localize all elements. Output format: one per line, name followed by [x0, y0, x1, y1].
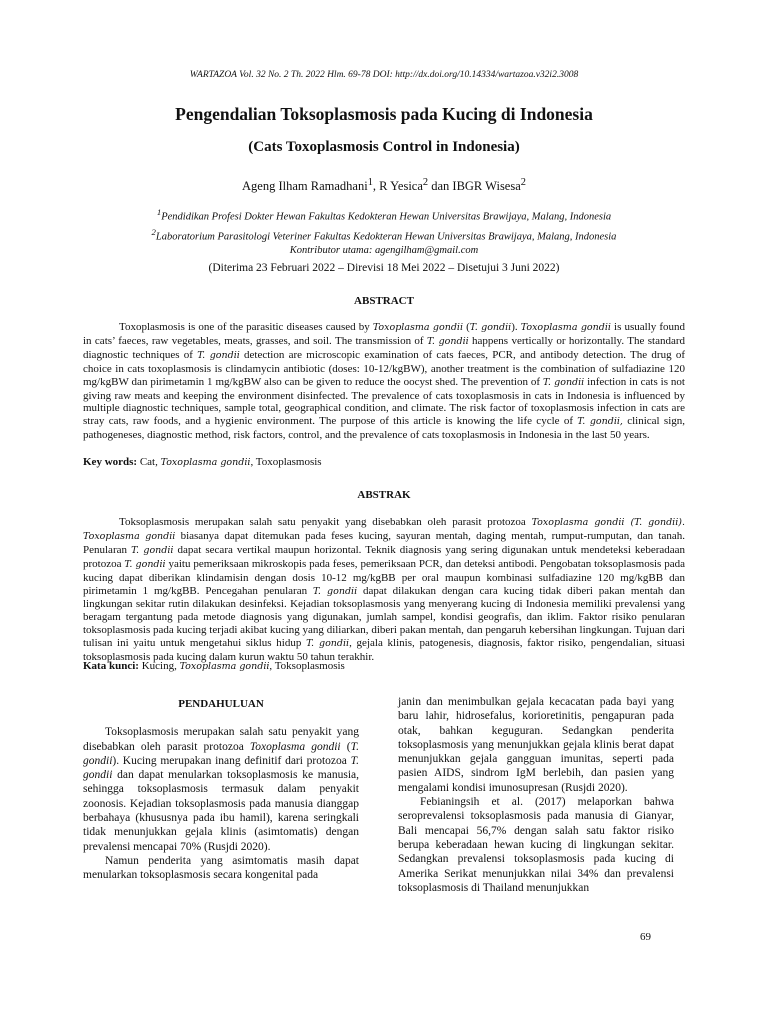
affiliation-1-text: Pendidikan Profesi Dokter Hewan Fakultas Kedokteran Hewan Universitas Brawijaya, Malang, Indonesia [161, 211, 612, 223]
author-3-affil-mark: 2 [520, 177, 526, 188]
affiliation-2-text: Laboratorium Parasitologi Veteriner Fakultas Kedokteran Hewan Universitas Brawijaya, Malang, Indonesia [155, 231, 617, 242]
abstract-body: Toxoplasmosis is one of the parasitic diseases caused by Toxoplasma gondii (T. gondii). Toxoplasma gondii is usually found in cats’ faeces, raw vegetables, meats, grasses, and soil. The transmission of T. gondii happens vertically or horizontally. The standard diagnostic techniques of T. gondii detection are microscopic examination of cats faeces, PCR, and antibody detection. The drug of choice in cats toxoplasmosis is clindamycin antibiotic (doses: 10-12/kgBW), another treatment is the combination of sulfadiazine 120 mg/kgBW dan pirimetamin 1 mg/kgBW also can be given to reduce the oocyst shed. The prevention of T. gondii infection in cats is not giving raw meats and keeping the environment disinfected. The prevalence of cats toxoplasmosis in cats in Indonesia is influenced by multiple diagnostic techniques, sample total, geographical condition, and climate. The risk factor of toxoplasmosis infection in cats are stray cats, raw foods, and a hygienic environment. The purpose of this article is knowing the life cycle of T. gondii, clinical sign, pathogeneses, diagnostic method, risk factors, control, and the prevalence of cats toxoplasmosis in Indonesia in the last 50 years. [83, 321, 686, 442]
submission-dates: (Diterima 23 Februari 2022 – Direvisi 18 Mei 2022 – Disetujui 3 Juni 2022) [208, 262, 560, 274]
author-3: dan IBGR Wisesa [428, 179, 521, 194]
journal-citation: WARTAZOA Vol. 32 No. 2 Th. 2022 Hlm. 69-78 DOI: http://dx.doi.org/10.14334/wartazoa.v32i2.3008 [189, 70, 579, 80]
intro-paragraph-2-continued: janin dan menimbulkan gejala kecacatan pada bayi yang baru lahir, hidrosefalus, korioretinitis, pengapuran pada otak, bahkan keguguran. Sedangkan penderita toksoplasmosis yang menunjukkan gejala klinis berat dapat menunjukkan gejala gangguan imunitas, seperti pada pasien AIDS, sindrom IgM berlebih, dan pasien yang mengalami kondisi imunosupresan (Rusjdi 2020). [398, 696, 674, 794]
intro-paragraph-1: Toksoplasmosis merupakan salah satu penyakit yang disebabkan oleh parasit protozoa Toxoplasma gondii (T. gondii). Kucing merupakan inang definitif dari protozoa T. gondii dan dapat menularkan toksoplasmosis ke manusia, sehingga toksoplasmosis termasuk dalam penyakit zoonosis. Kejadian toksoplasmosis pada manusia dianggap berbahaya (khususnya pada ibu hamil), karena seringkali tidak menunjukkan gejala klinis (asimtomatis) dengan prevalensi mencapai 70% (Rusjdi 2020). [83, 726, 359, 853]
left-column [83, 697, 359, 883]
page-number: 69 [640, 931, 651, 943]
right-column [398, 695, 674, 895]
author-2-affil-mark: 2 [422, 177, 429, 188]
article-title: Pengendalian Toksoplasmosis pada Kucing di Indonesia [175, 104, 593, 124]
article-subtitle: (Cats Toxoplasmosis Control in Indonesia) [248, 139, 520, 155]
key-words: Key words: Cat, Toxoplasma gondii, Toxoplasmosis [83, 456, 322, 468]
affiliations [0, 205, 768, 258]
kata-kunci: Kata kunci: Kucing, Toxoplasma gondii, Toksoplasmosis [83, 660, 345, 672]
author-2: , R Yesica [372, 179, 423, 194]
author-list [0, 177, 768, 194]
intro-paragraph-2: Namun penderita yang asimtomatis masih dapat menularkan toksoplasmosis secara kongenital pada [83, 854, 359, 882]
author-1-affil-mark: 1 [367, 177, 373, 188]
abstrak-body: Toksoplasmosis merupakan salah satu penyakit yang disebabkan oleh parasit protozoa Toxoplasma gondii (T. gondii). Toxoplasma gondii biasanya dapat ditemukan pada feses kucing, sayuran mentah, daging mentah, rumput-rumputan, dan tanah. Penularan T. gondii dapat secara vertikal maupun horizontal. Teknik diagnosis yang sering digunakan untuk mendeteksi keberadaan protozoa T. gondii yaitu pemeriksaan mikroskopis pada feses, pemeriksaan PCR, dan deteksi antibodi. Pengobatan toksoplasmosis pada kucing dapat diberikan klindamisin dengan dosis 10-12 mg/kgBB per oral maupun kombinasi sulfadiazine 120 mg/kgBB dan pirimetamin 1 mg/kgBB. Pencegahan penularan T. gondii dapat dilakukan dengan cara kucing tidak diberi pakan mentah dan lingkungan sekitar rutin dilakukan desinfeksi. Kejadian toksoplasmosis yang menyerang kucing di Indonesia memiliki prevalensi yang beragam tergantung pada metode diagnosis yang digunakan, jumlah sampel, kondisi geografis, dan iklim. Faktor risiko penularan toksoplasmosis pada kucing terjadi akibat kucing yang diliarkan, diberi pakan mentah, dan pengaruh kebersihan lingkungan. Tujuan dari tulisan ini yaitu untuk mengetahui siklus hidup T. gondii, gejala klinis, patogenesis, diagnosis, faktor risiko, pengendalian, situasi toksoplasmosis pada kucing dalam kurun waktu 50 tahun terakhir. [83, 516, 686, 664]
intro-paragraph-3: Febianingsih et al. (2017) melaporkan bahwa seroprevalensi toksoplasmosis pada manusia di Gianyar, Bali mencapai 56,7% dengan salah satu faktor risiko berupa keberadaan hewan kucing di lingkungan sekitar. Sedangkan prevalensi toksoplasmosis pada kucing di Amerika Serikat menunjukkan nilai 34% dan prevalensi toksoplasmosis di Thailand menunjukkan [398, 796, 674, 894]
author-1: Ageng Ilham Ramadhani [242, 179, 368, 194]
affiliation-1 [0, 205, 768, 225]
affiliation-2 [0, 225, 768, 245]
affiliation-2-mark: 2 [151, 226, 156, 237]
abstract-heading: ABSTRACT [354, 295, 414, 307]
abstrak-heading: ABSTRAK [357, 489, 411, 501]
contributor-email: Kontributor utama: agengilham@gmail.com [289, 245, 479, 256]
affiliation-1-mark: 1 [156, 207, 162, 217]
section-heading-pendahuluan: PENDAHULUAN [178, 698, 264, 710]
